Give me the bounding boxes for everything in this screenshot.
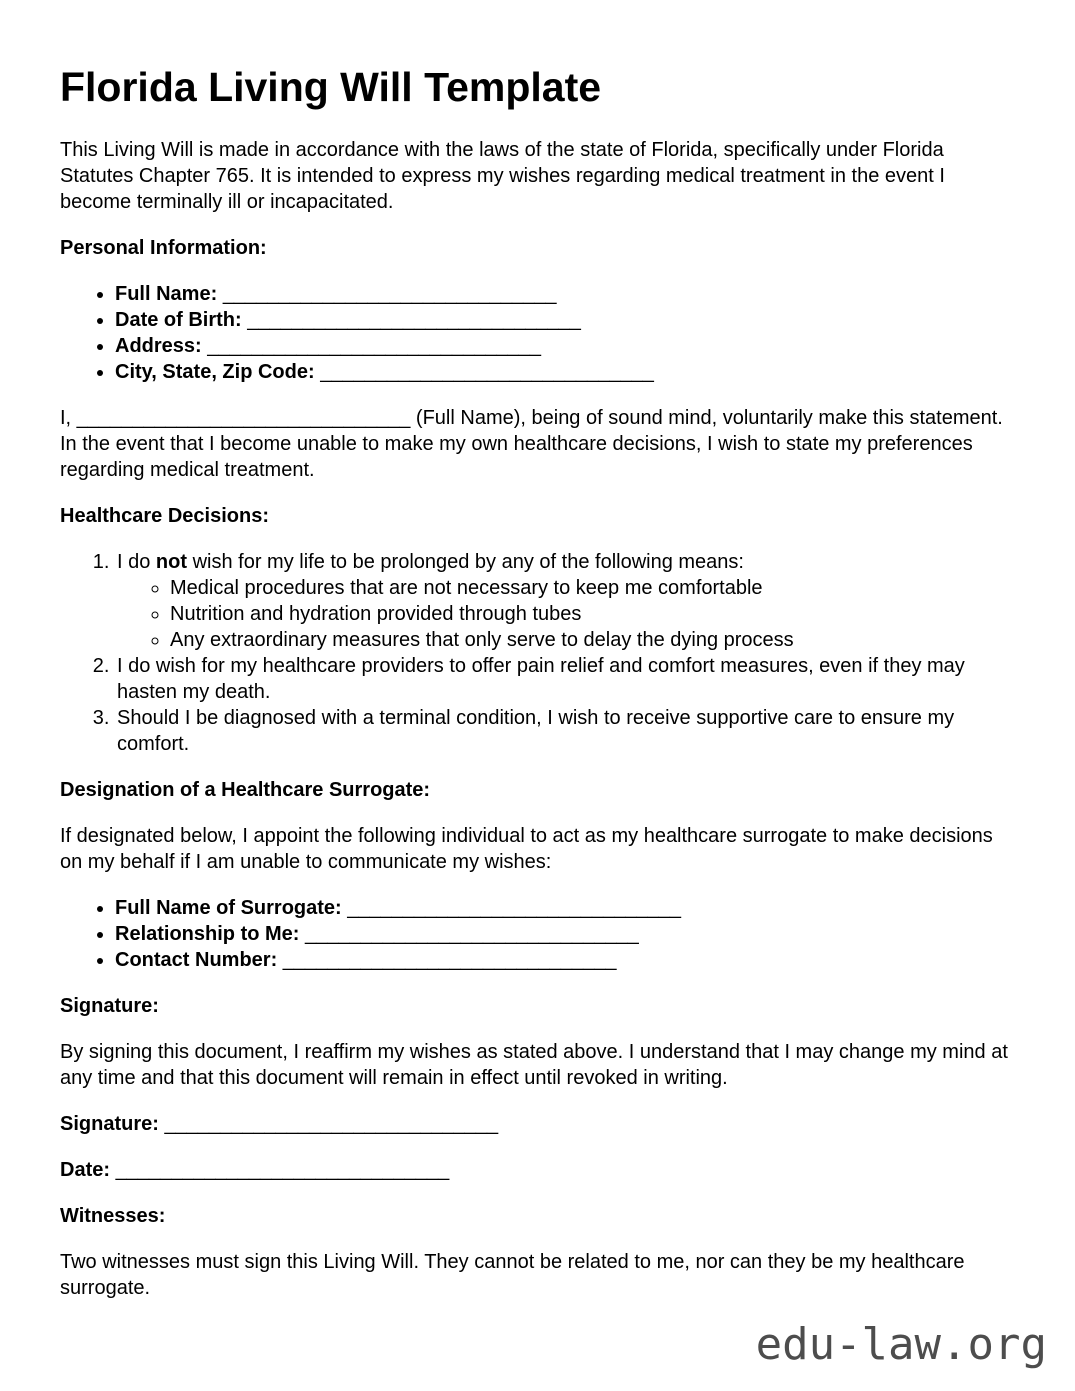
field-city-state-zip	[115, 359, 1015, 385]
decision-item-1-sublist	[117, 575, 1015, 653]
field-date-of-birth-blank: ______________________________	[247, 309, 581, 332]
declaration-text: (Full Name), being of sound mind, voluntarily make this statement. In the event that I become unable to make my own healthcare decisions, I wish to state my preferences regarding medical treatment.	[60, 407, 1003, 482]
field-full-name-label: Full Name:	[115, 283, 218, 306]
witnesses-paragraph: Two witnesses must sign this Living Will. They cannot be related to me, nor can they be my healthcare surrogate.	[60, 1251, 965, 1300]
signature-line-row	[60, 1111, 1015, 1137]
field-date-of-birth-label: Date of Birth:	[115, 309, 242, 332]
date-blank: ______________________________	[115, 1159, 450, 1182]
declaration-paragraph	[60, 405, 1015, 483]
decision-item-1-bold: not	[155, 551, 188, 574]
decision-subitem-1: ◦ Medical procedures that are not necessary to keep me comfortable	[170, 575, 1015, 601]
edu-law-watermark: edu-law.org	[755, 1319, 1047, 1370]
witnesses-heading: Witnesses:	[60, 1205, 166, 1228]
decision-item-2: 2. I do wish for my healthcare providers to offer pain relief and comfort measures, even if they may hasten my death.	[115, 653, 1015, 705]
field-address-blank: ______________________________	[207, 335, 541, 358]
surrogate-intro-paragraph: If designated below, I appoint the following individual to act as my healthcare surrogate to make decisions on my behalf if I am unable to communicate my wishes:	[60, 825, 993, 874]
field-contact-number	[115, 947, 1015, 973]
healthcare-decisions-list	[60, 549, 1015, 757]
healthcare-decisions-heading: Healthcare Decisions:	[60, 505, 269, 528]
declaration-prefix: I,	[60, 407, 77, 430]
field-relationship-blank: ______________________________	[305, 923, 639, 946]
field-city-state-zip-blank: ______________________________	[320, 361, 654, 384]
field-date-of-birth	[115, 307, 1015, 333]
field-surrogate-name-blank: ______________________________	[347, 897, 681, 920]
field-surrogate-name-label: Full Name of Surrogate:	[115, 897, 342, 920]
personal-info-list	[60, 281, 1015, 385]
signature-affirmation-paragraph: By signing this document, I reaffirm my wishes as stated above. I understand that I may change my mind at any time and that this document will remain in effect until revoked in writing.	[60, 1041, 1008, 1090]
signature-label: Signature:	[60, 1113, 159, 1136]
field-full-name-blank: ______________________________	[222, 283, 557, 306]
decision-item-1-pre: I do	[117, 551, 156, 574]
field-full-name	[115, 281, 1015, 307]
field-address	[115, 333, 1015, 359]
decision-subitem-3: ◦ Any extraordinary measures that only serve to delay the dying process	[170, 627, 1015, 653]
decision-item-1-post: wish for my life to be prolonged by any of the following means:	[187, 551, 744, 574]
field-contact-number-label: Contact Number:	[115, 949, 278, 972]
personal-info-heading: Personal Information:	[60, 237, 267, 260]
field-address-label: Address:	[115, 335, 202, 358]
field-surrogate-name	[115, 895, 1015, 921]
date-line-row	[60, 1157, 1015, 1183]
date-label: Date:	[60, 1159, 111, 1182]
field-contact-number-blank: ______________________________	[282, 949, 617, 972]
signature-blank: ______________________________	[164, 1113, 499, 1136]
signature-section-heading: Signature:	[60, 995, 159, 1018]
surrogate-fields-list	[60, 895, 1015, 973]
intro-paragraph: This Living Will is made in accordance with the laws of the state of Florida, specifically under Florida Statutes Chapter 765. It is intended to express my wishes regarding medical treatment in the event I become terminally ill or incapacitated.	[60, 139, 945, 214]
decision-item-1	[115, 549, 1015, 653]
page-title: Florida Living Will Template	[60, 64, 602, 110]
decision-item-3: 3. Should I be diagnosed with a terminal condition, I wish to receive supportive care to ensure my comfort.	[115, 705, 1015, 757]
field-city-state-zip-label: City, State, Zip Code:	[115, 361, 315, 384]
field-relationship-label: Relationship to Me:	[115, 923, 300, 946]
field-relationship	[115, 921, 1015, 947]
decision-subitem-2: ◦ Nutrition and hydration provided through tubes	[170, 601, 1015, 627]
surrogate-heading: Designation of a Healthcare Surrogate:	[60, 779, 431, 802]
declaration-name-blank: ______________________________	[76, 407, 411, 430]
